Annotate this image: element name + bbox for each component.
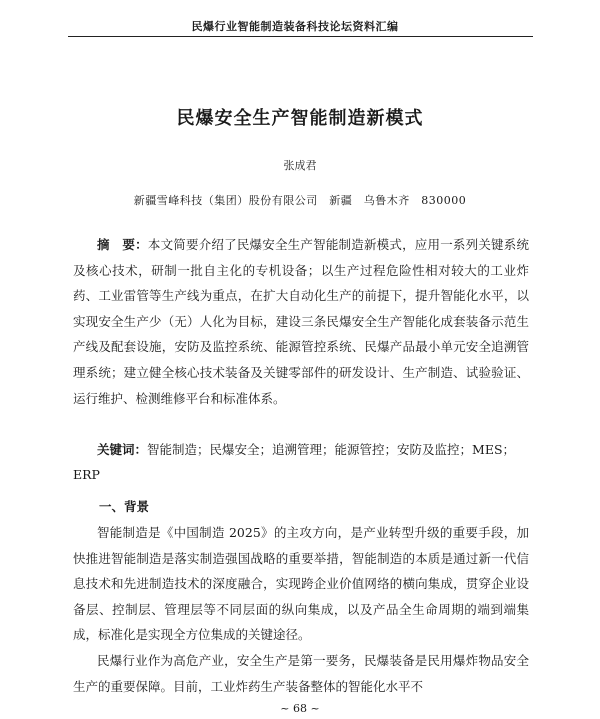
author-affiliation: 新疆雪峰科技（集团）股份有限公司 新疆 乌鲁木齐 830000 (133, 194, 467, 207)
keywords-block (73, 437, 529, 487)
abstract-text: 本文简要介绍了民爆安全生产智能制造新模式，应用一系列关键系统及核心技术，研制一批自主化的专机设备；以生产过程危险性相对较大的工业炸药、工业雷管等生产线为重点，在扩大自动化生产的前提下，提升智能化水平，以实现安全生产少（无）人化为目标，建设三条民爆安全生产智能化成套装备示范生产线及配套设施，安防及监控系统、能源管控系统、民爆产品最小单元安全追溯管理系统；建立健全核心技术装备及关键零部件的研发设计、生产制造、试验验证、运行维护、检测维修平台和标准体系。 (73, 237, 529, 406)
abstract-label: 摘 要： (97, 237, 148, 252)
keywords-label: 关键词： (97, 442, 148, 457)
header-divider (68, 36, 533, 37)
author-name: 张成君 (283, 159, 317, 172)
body-paragraph: 民爆行业作为高危产业，安全生产是第一要务，民爆装备是民用爆炸物品安全生产的重要保障。目前，工业炸药生产装备整体的智能化水平不 (73, 653, 529, 694)
running-header: 民爆行业智能制造装备科技论坛资料汇编 (191, 20, 399, 33)
paper-title: 民爆安全生产智能制造新模式 (176, 108, 424, 129)
page-number: ~ 68 ~ (280, 702, 320, 715)
keywords-text: 智能制造；民爆安全；追溯管理；能源管控；安防及监控；MES；ERP (73, 442, 516, 482)
abstract-block (73, 232, 529, 411)
body-paragraph: 智能制造是《中国制造 2025》的主攻方向，是产业转型升级的重要手段，加快推进智能制造是落实制造强国战略的重要举措，智能制造的本质是通过新一代信息技术和先进制造技术的深度融合，实现跨企业价值网络的横向集成，贯穿企业设备层、控制层、管理层等不同层面的纵向集成，以及产品全生命周期的端到端集成，标准化是实现全方位集成的关键途径。 (73, 525, 529, 643)
section-heading-background: 一、背景 (99, 499, 150, 514)
